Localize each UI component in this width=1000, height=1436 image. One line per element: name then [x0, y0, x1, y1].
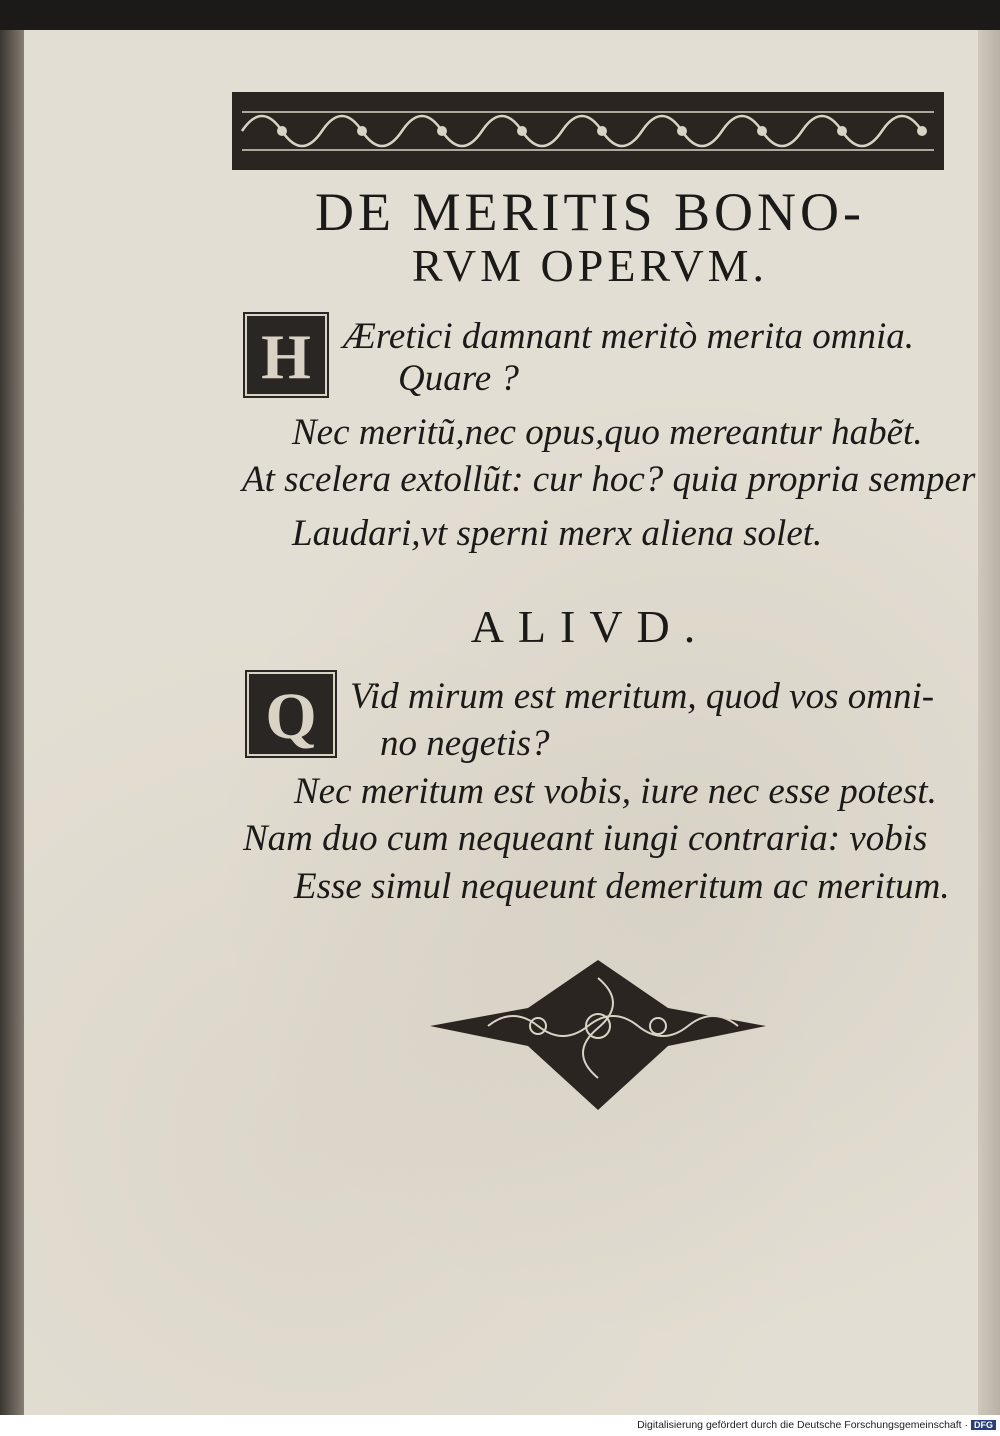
verse-line: Vid mirum est meritum, quod vos omni- — [350, 676, 935, 717]
footer-text: Digitalisierung gefördert durch die Deutsche Forschungsgemeinschaft · — [637, 1419, 968, 1431]
title-line-2: RVM OPERVM. — [411, 240, 769, 291]
dfg-logo: DFG — [971, 1420, 996, 1430]
decorated-initial-q — [245, 670, 337, 758]
verse-line: Esse simul nequeunt demeritum ac meritum. — [294, 866, 950, 907]
section-heading: ALIVD. — [470, 601, 710, 652]
verse-line: Nam duo cum nequeant iungi contraria: vobis — [243, 818, 928, 859]
digitization-footer — [600, 1419, 996, 1435]
initial-letter: H — [261, 321, 311, 392]
verse-line: no negetis? — [380, 723, 550, 764]
title-line-1: DE MERITIS BONO- — [315, 182, 865, 242]
verse-line: At scelera extollũt: cur hoc? quia propria semper — [242, 459, 976, 500]
verse-line: Quare ? — [398, 358, 519, 399]
tailpiece-ornament — [428, 958, 768, 1113]
verse-line: Laudari,vt sperni merx aliena solet. — [292, 513, 823, 554]
book-spine — [0, 30, 26, 1415]
verse-line: Nec meritũ,nec opus,quo mereantur habẽt. — [292, 412, 923, 453]
verse-line: Æretici damnant meritò merita omnia. — [343, 316, 915, 357]
headband-ornament — [232, 92, 944, 170]
initial-letter: Q — [265, 680, 317, 753]
page-edge — [978, 30, 1000, 1415]
decorated-initial-h — [243, 312, 329, 398]
verse-line: Nec meritum est vobis, iure nec esse potest. — [294, 771, 937, 812]
